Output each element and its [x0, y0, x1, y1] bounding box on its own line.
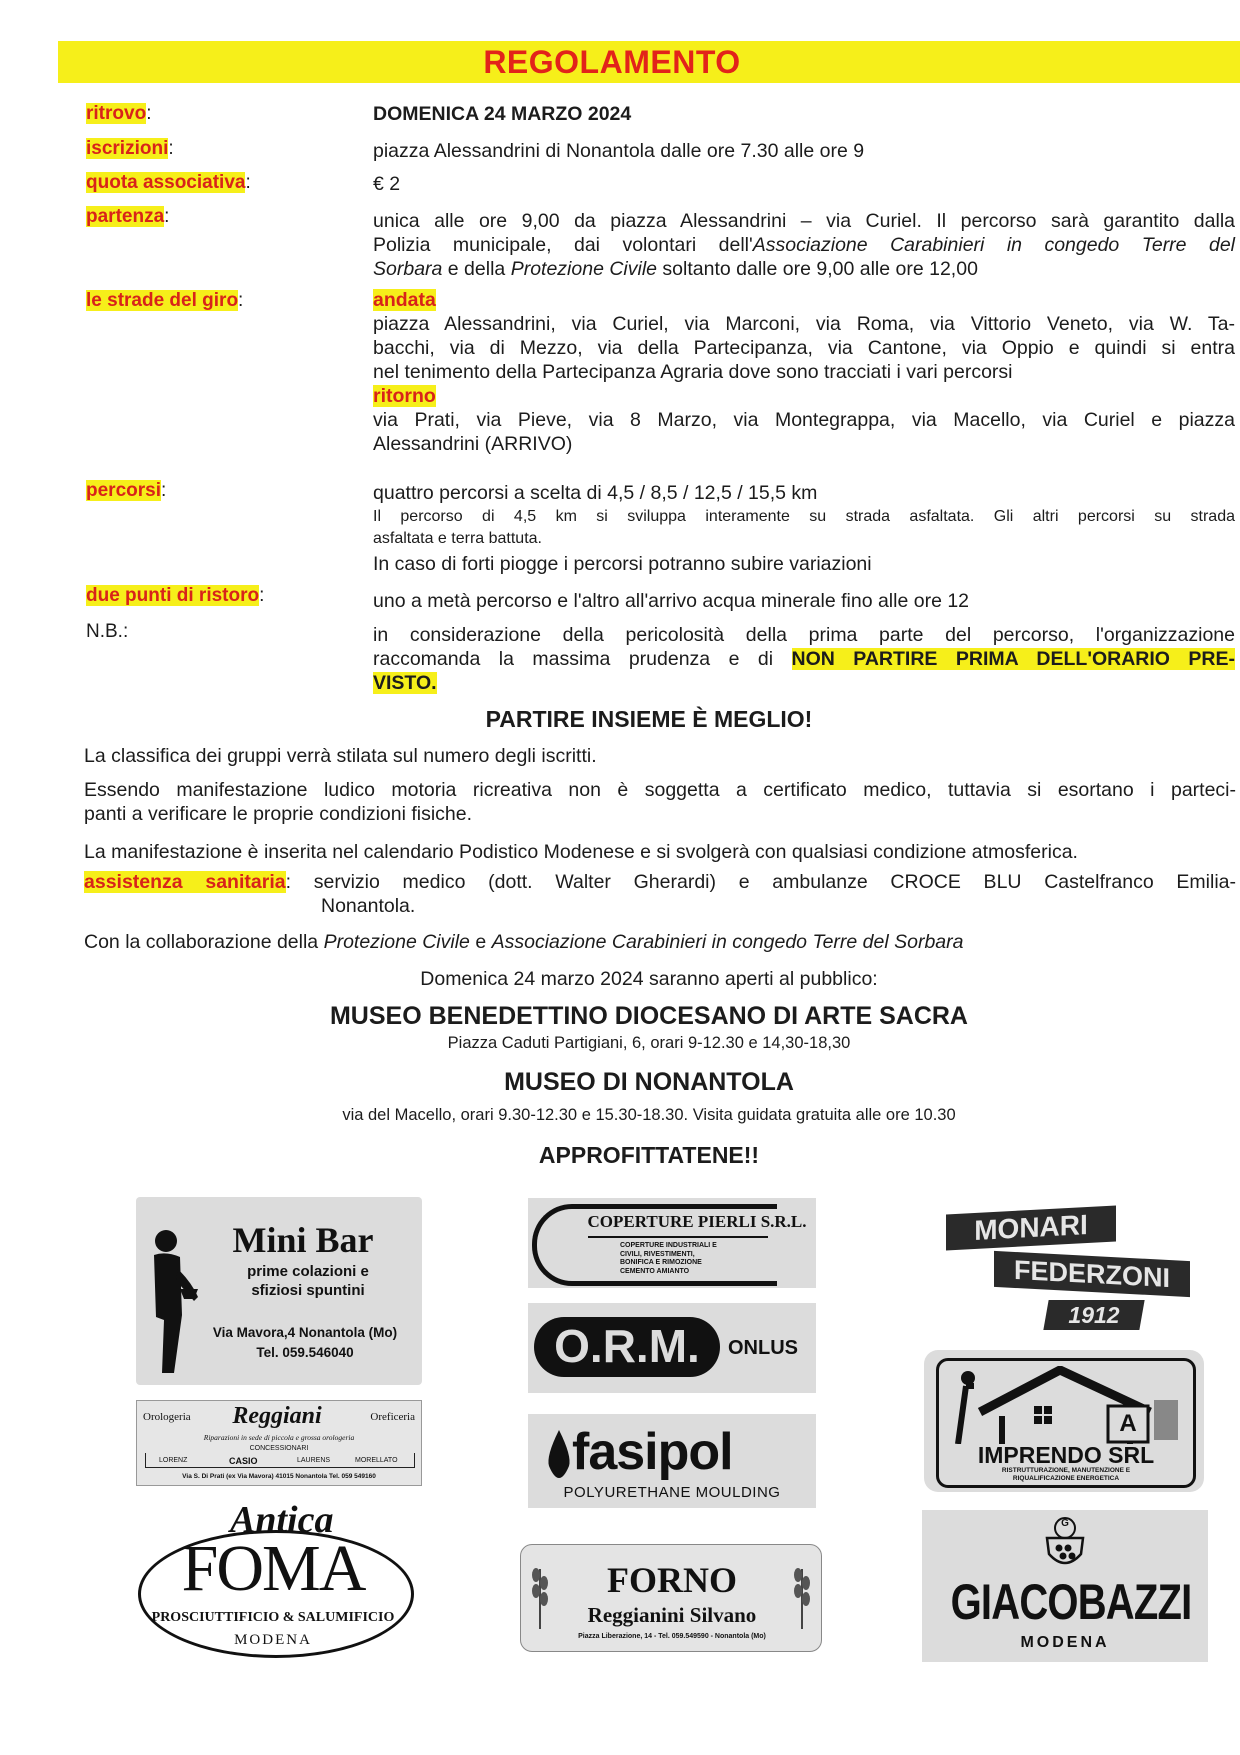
value-percorsi-main: quattro percorsi a scelta di 4,5 / 8,5 / 12,5 / 15,5 km [373, 482, 818, 504]
giacobazzi-city: MODENA [1020, 1634, 1110, 1651]
monari-line2: FEDERZONI [1013, 1254, 1170, 1294]
label-assistenza: assistenza sanitaria [84, 871, 286, 893]
reggiani-left: Orologeria [143, 1411, 191, 1423]
label-ritrovo: ritrovo: [86, 103, 152, 124]
sponsor-foma [130, 1500, 426, 1660]
value-quota: € 2 [373, 173, 401, 195]
sponsor-minibar [136, 1197, 422, 1385]
value-percorsi-note: In caso di forti piogge i percorsi potranno subire variazioni [373, 553, 872, 575]
reggiani-brand-1: LORENZ [159, 1457, 188, 1464]
foma-top: Antica [230, 1500, 334, 1541]
title-bar [58, 41, 1240, 83]
value-strade: andata piazza Alessandrini, via Curiel, via Marconi, via Roma, via Vittorio Veneto, via W. Ta- bacchi, via di Mezzo, via della Partecipanza, via Cantone, via Oppio e quindi si entra nel tenimento della Partecipanza Agraria dove sono tracciati i vari percorsi ritorno via Prati, via Pieve, via 8 Marzo, via Montegrappa, via Macello, via Curiel e piazza Alessandrini (ARRIVO) [373, 289, 1235, 455]
forno-address: Piazza Liberazione, 14 - Tel. 059.549590 - Nonantola (Mo) [578, 1633, 766, 1640]
imprendo-badge: A [1119, 1410, 1137, 1437]
value-percorsi-detail: Il percorso di 4,5 km si sviluppa interamente su strada asfaltata. Gli altri percorsi su strada asfaltata e terra battuta. [373, 508, 1235, 547]
foma-name: FOMA [181, 1532, 365, 1605]
reggiani-brand-2: CASIO [229, 1456, 258, 1466]
minibar-name: Mini Bar [232, 1220, 374, 1260]
andata-label: andata [373, 289, 436, 311]
pierli-services: COPERTURE INDUSTRIALI E CIVILI, RIVESTIMENTI, BONIFICA E RIMOZIONE CEMENTO AMIANTO [620, 1242, 717, 1275]
minibar-address: Via Mavora,4 Nonantola (Mo) [212, 1325, 398, 1340]
musei-intro: Domenica 24 marzo 2024 saranno aperti al pubblico: [420, 968, 878, 990]
minibar-phone: Tel. 059.546040 [256, 1345, 354, 1360]
paragraph-collaborazione: Con la collaborazione della Protezione Civile e Associazione Carabinieri in congedo Terre del Sorbara [84, 931, 964, 953]
label-partenza: partenza: [86, 206, 170, 227]
sponsor-fasipol [528, 1414, 816, 1508]
sponsor-monari-federzoni [930, 1200, 1200, 1340]
paragraph-calendario: La manifestazione è inserita nel calendario Podistico Modenese e si svolgerà con qualsiasi condizione atmosferica. [84, 841, 1078, 863]
paragraph-assistenza: assistenza sanitaria: servizio medico (dott. Walter Gherardi) e ambulanze CROCE BLU Castelfranco Emilia- Nonantola. [84, 871, 1236, 917]
sponsor-forno [520, 1544, 822, 1652]
label-strade: le strade del giro: [86, 290, 244, 311]
value-ristoro: uno a metà percorso e l'altro all'arrivo acqua minerale fino alle ore 12 [373, 590, 970, 612]
reggiani-subtitle: Riparazioni in sede di piccola e grossa orologeria [203, 1433, 355, 1442]
minibar-line2: sfiziosi spuntini [251, 1282, 365, 1299]
giacobazzi-name: GIACOBAZZI [950, 1574, 1192, 1630]
reggiani-name: Reggiani [232, 1403, 322, 1429]
foma-subtitle: PROSCIUTTIFICIO & SALUMIFICIO [151, 1610, 395, 1625]
monari-line1: MONARI [974, 1209, 1088, 1246]
foma-city: MODENA [234, 1632, 312, 1648]
museo-1-name: MUSEO BENEDETTINO DIOCESANO DI ARTE SACRA [329, 1002, 968, 1030]
value-nb: in considerazione della pericolosità della prima parte del percorso, l'organizzazione raccomanda la massima prudenza e di NON PARTIRE PRIMA DELL'ORARIO PRE- VISTO. [373, 624, 1235, 694]
orm-name: O.R.M. [554, 1320, 700, 1372]
pierli-underline [588, 1236, 768, 1238]
museo-2-name: MUSEO DI NONANTOLA [504, 1068, 794, 1096]
museo-1-info: Piazza Caduti Partigiani, 6, orari 9-12.30 e 14,30-18,30 [447, 1034, 851, 1052]
label-nb: N.B.: [86, 621, 129, 642]
sponsor-giacobazzi [922, 1510, 1208, 1662]
label-ristoro: due punti di ristoro: [86, 585, 265, 606]
paragraph-certificato: Essendo manifestazione ludico motoria ricreativa non è soggetta a certificato medico, tuttavia si esortano i parteci- panti a verificare le proprie condizioni fisiche. [84, 779, 1236, 825]
drop-icon [546, 1430, 572, 1478]
label-iscrizioni: iscrizioni: [86, 138, 174, 159]
pierli-name: COPERTURE PIERLI S.R.L. [587, 1212, 807, 1231]
reggiani-right: Oreficeria [370, 1411, 415, 1423]
reggiani-concessionari: CONCESSIONARI [249, 1445, 309, 1452]
sponsor-pierli [528, 1198, 816, 1288]
imprendo-tagline-1: RISTRUTTURAZIONE, MANUTENZIONE E [1001, 1467, 1131, 1474]
reggiani-brand-4: MORELLATO [355, 1457, 398, 1464]
fasipol-sub: POLYURETHANE MOULDING [563, 1484, 781, 1501]
museo-2-info: via del Macello, orari 9.30-12.30 e 15.30-18.30. Visita guidata gratuita alle ore 10.30 [342, 1106, 956, 1124]
minibar-line1: prime colazioni e [247, 1263, 369, 1280]
paragraph-classifica: La classifica dei gruppi verrà stilata sul numero degli iscritti. [84, 745, 597, 767]
fasipol-name: fasipol [572, 1423, 733, 1481]
ritorno-label: ritorno [373, 385, 436, 407]
closing-text: APPROFITTATENE!! [538, 1142, 760, 1168]
value-iscrizioni: piazza Alessandrini di Nonantola dalle ore 7.30 alle ore 9 [373, 140, 865, 162]
value-ritrovo: DOMENICA 24 MARZO 2024 [373, 103, 632, 125]
orm-sub: ONLUS [728, 1337, 798, 1359]
forno-name: FORNO [607, 1560, 737, 1600]
label-percorsi: percorsi: [86, 480, 167, 501]
imprendo-tagline-2: RIQUALIFICAZIONE ENERGETICA [1012, 1475, 1120, 1482]
reggiani-brand-3: LAURENS [297, 1457, 331, 1464]
slogan: PARTIRE INSIEME È MEGLIO! [485, 706, 813, 732]
reggiani-address: Via S. Di Prati (ex Via Mavora) 41015 Nonantola Tel. 059 549160 [182, 1473, 376, 1480]
giacobazzi-emblem: G [1061, 1518, 1069, 1529]
value-partenza: unica alle ore 9,00 da piazza Alessandrini – via Curiel. Il percorso sarà garantito dalla Polizia municipale, dai volontari dell'Associazione Carabinieri in congedo Terre del Sorbara e della Protezione Civile soltanto dalle ore 9,00 alle ore 12,00 [373, 210, 1236, 280]
sponsor-reggiani [136, 1400, 422, 1486]
forno-sub: Reggianini Silvano [587, 1603, 757, 1627]
page-title: REGOLAMENTO [483, 44, 741, 80]
sponsor-orm [528, 1303, 816, 1393]
label-quota: quota associativa: [86, 172, 251, 193]
sponsor-imprendo [924, 1350, 1204, 1492]
imprendo-name: IMPRENDO SRL [977, 1442, 1155, 1468]
monari-year: 1912 [1068, 1302, 1120, 1328]
waiter-icon [140, 1225, 200, 1375]
